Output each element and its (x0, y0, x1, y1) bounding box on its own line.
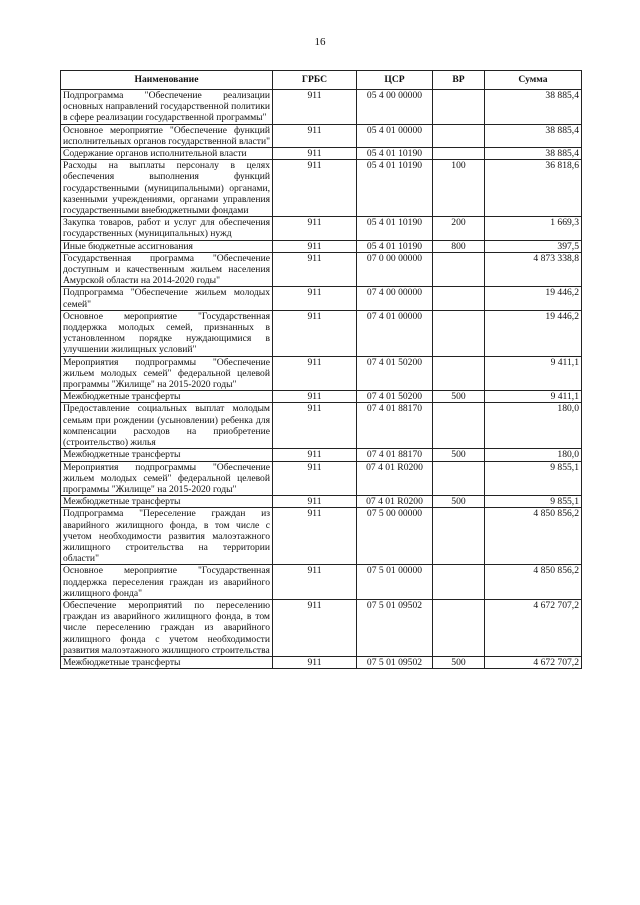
row-vr-cell: 100 (433, 160, 485, 217)
row-sum-cell: 4 873 338,8 (485, 252, 582, 287)
table-row (61, 90, 582, 125)
row-grbs-cell: 911 (273, 90, 357, 125)
row-grbs-cell: 911 (273, 449, 357, 461)
row-grbs-cell: 911 (273, 160, 357, 217)
header-grbs: ГРБС (273, 71, 357, 90)
row-vr-cell (433, 403, 485, 449)
row-sum-cell: 180,0 (485, 403, 582, 449)
header-name: Наименование (61, 71, 273, 90)
table-row (61, 310, 582, 356)
row-grbs-cell: 911 (273, 310, 357, 356)
row-vr-cell: 800 (433, 240, 485, 252)
row-name-cell: Мероприятия подпрограммы "Обеспечение жильем молодых семей" федеральной целевой программы "Жилище" на 2015-2020 годы" (61, 356, 273, 391)
row-sum-cell: 38 885,4 (485, 90, 582, 125)
row-name-cell: Обеспечение мероприятий по переселению граждан из аварийного жилищного фонда, в том числе переселению граждан из аварийного жилищного фонда с учетом необходимости развития малоэтажного жилищного строительства (61, 599, 273, 656)
row-name-cell: Основное мероприятие "Государственная поддержка молодых семей, признанных в установленном порядке нуждающимися в улучшении жилищных условий" (61, 310, 273, 356)
budget-table (60, 70, 582, 669)
row-grbs-cell: 911 (273, 508, 357, 565)
row-sum-cell: 4 672 707,2 (485, 656, 582, 668)
row-csr-cell: 07 5 01 09502 (357, 656, 433, 668)
row-vr-cell (433, 508, 485, 565)
row-sum-cell: 38 885,4 (485, 124, 582, 147)
row-name-cell: Закупка товаров, работ и услуг для обеспечения государственных (муниципальных) нужд (61, 217, 273, 240)
row-name-cell: Межбюджетные трансферты (61, 449, 273, 461)
row-name-cell: Подпрограмма "Обеспечение реализации основных направлений государственной политики в сфере реализации государственной программы" (61, 90, 273, 125)
row-vr-cell: 500 (433, 496, 485, 508)
row-csr-cell: 05 4 01 10190 (357, 160, 433, 217)
table-row (61, 287, 582, 310)
row-csr-cell: 07 5 01 09502 (357, 599, 433, 656)
row-sum-cell: 180,0 (485, 449, 582, 461)
row-csr-cell: 07 4 01 50200 (357, 356, 433, 391)
table-row (61, 599, 582, 656)
row-name-cell: Основное мероприятие "Обеспечение функций исполнительных органов государственной власти" (61, 124, 273, 147)
row-vr-cell (433, 90, 485, 125)
table-row (61, 656, 582, 668)
row-grbs-cell: 911 (273, 217, 357, 240)
row-name-cell: Межбюджетные трансферты (61, 656, 273, 668)
row-sum-cell: 38 885,4 (485, 148, 582, 160)
row-vr-cell (433, 124, 485, 147)
row-csr-cell: 05 4 01 00000 (357, 124, 433, 147)
row-name-cell: Содержание органов исполнительной власти (61, 148, 273, 160)
row-csr-cell: 07 4 01 R0200 (357, 461, 433, 496)
row-grbs-cell: 911 (273, 403, 357, 449)
row-grbs-cell: 911 (273, 599, 357, 656)
row-name-cell: Межбюджетные трансферты (61, 391, 273, 403)
row-vr-cell: 500 (433, 391, 485, 403)
row-vr-cell (433, 252, 485, 287)
table-row (61, 391, 582, 403)
row-sum-cell: 4 850 856,2 (485, 508, 582, 565)
row-grbs-cell: 911 (273, 252, 357, 287)
row-vr-cell (433, 565, 485, 600)
row-sum-cell: 9 855,1 (485, 461, 582, 496)
row-grbs-cell: 911 (273, 496, 357, 508)
row-grbs-cell: 911 (273, 391, 357, 403)
table-row (61, 403, 582, 449)
row-name-cell: Расходы на выплаты персоналу в целях обеспечения выполнения функций государственными (муниципальными) органами, казенными учреждениями, органами управления государственными внебюджетными фондами (61, 160, 273, 217)
row-name-cell: Государственная программа "Обеспечение доступным и качественным жильем населения Амурской области на 2014-2020 годы" (61, 252, 273, 287)
row-name-cell: Основное мероприятие "Государственная поддержка переселения граждан из аварийного жилищного фонда" (61, 565, 273, 600)
row-sum-cell: 1 669,3 (485, 217, 582, 240)
row-name-cell: Иные бюджетные ассигнования (61, 240, 273, 252)
row-sum-cell: 19 446,2 (485, 287, 582, 310)
row-grbs-cell: 911 (273, 656, 357, 668)
row-vr-cell (433, 356, 485, 391)
row-sum-cell: 36 818,6 (485, 160, 582, 217)
row-grbs-cell: 911 (273, 461, 357, 496)
row-csr-cell: 05 4 00 00000 (357, 90, 433, 125)
row-vr-cell (433, 310, 485, 356)
table-row (61, 240, 582, 252)
row-name-cell: Подпрограмма "Обеспечение жильем молодых семей" (61, 287, 273, 310)
row-sum-cell: 4 850 856,2 (485, 565, 582, 600)
row-vr-cell: 500 (433, 656, 485, 668)
row-csr-cell: 07 4 00 00000 (357, 287, 433, 310)
row-grbs-cell: 911 (273, 124, 357, 147)
table-row (61, 508, 582, 565)
table-header-row (61, 71, 582, 90)
row-sum-cell: 397,5 (485, 240, 582, 252)
row-grbs-cell: 911 (273, 148, 357, 160)
table-row (61, 496, 582, 508)
header-sum: Сумма (485, 71, 582, 90)
row-name-cell: Предоставление социальных выплат молодым семьям при рождении (усыновлении) ребенка для компенсации расходов на приобретение (строительство) жилья (61, 403, 273, 449)
row-name-cell: Мероприятия подпрограммы "Обеспечение жильем молодых семей" федеральной целевой программы "Жилище" на 2015-2020 годы" (61, 461, 273, 496)
table-row (61, 124, 582, 147)
table-row (61, 217, 582, 240)
row-csr-cell: 07 4 01 88170 (357, 449, 433, 461)
row-vr-cell: 200 (433, 217, 485, 240)
row-csr-cell: 07 4 01 88170 (357, 403, 433, 449)
row-csr-cell: 05 4 01 10190 (357, 240, 433, 252)
row-grbs-cell: 911 (273, 356, 357, 391)
row-csr-cell: 07 5 01 00000 (357, 565, 433, 600)
table-row (61, 252, 582, 287)
header-csr: ЦСР (357, 71, 433, 90)
row-csr-cell: 07 4 01 R0200 (357, 496, 433, 508)
row-sum-cell: 9 411,1 (485, 391, 582, 403)
table-row (61, 565, 582, 600)
page-number: 16 (314, 36, 326, 48)
row-csr-cell: 07 4 01 50200 (357, 391, 433, 403)
row-csr-cell: 05 4 01 10190 (357, 217, 433, 240)
row-sum-cell: 9 855,1 (485, 496, 582, 508)
row-vr-cell (433, 599, 485, 656)
row-vr-cell: 500 (433, 449, 485, 461)
row-sum-cell: 9 411,1 (485, 356, 582, 391)
row-grbs-cell: 911 (273, 565, 357, 600)
row-csr-cell: 07 4 01 00000 (357, 310, 433, 356)
row-vr-cell (433, 148, 485, 160)
row-sum-cell: 4 672 707,2 (485, 599, 582, 656)
table-row (61, 148, 582, 160)
row-csr-cell: 07 5 00 00000 (357, 508, 433, 565)
table-row (61, 449, 582, 461)
header-vr: ВР (433, 71, 485, 90)
table-row (61, 356, 582, 391)
row-csr-cell: 07 0 00 00000 (357, 252, 433, 287)
row-csr-cell: 05 4 01 10190 (357, 148, 433, 160)
row-grbs-cell: 911 (273, 287, 357, 310)
row-grbs-cell: 911 (273, 240, 357, 252)
row-name-cell: Подпрограмма "Переселение граждан из аварийного жилищного фонда, в том числе с учетом необходимости развития малоэтажного жилищного строительства на территории области" (61, 508, 273, 565)
table-row (61, 461, 582, 496)
row-vr-cell (433, 461, 485, 496)
row-name-cell: Межбюджетные трансферты (61, 496, 273, 508)
table-row (61, 160, 582, 217)
row-vr-cell (433, 287, 485, 310)
row-sum-cell: 19 446,2 (485, 310, 582, 356)
table-body (61, 90, 582, 669)
